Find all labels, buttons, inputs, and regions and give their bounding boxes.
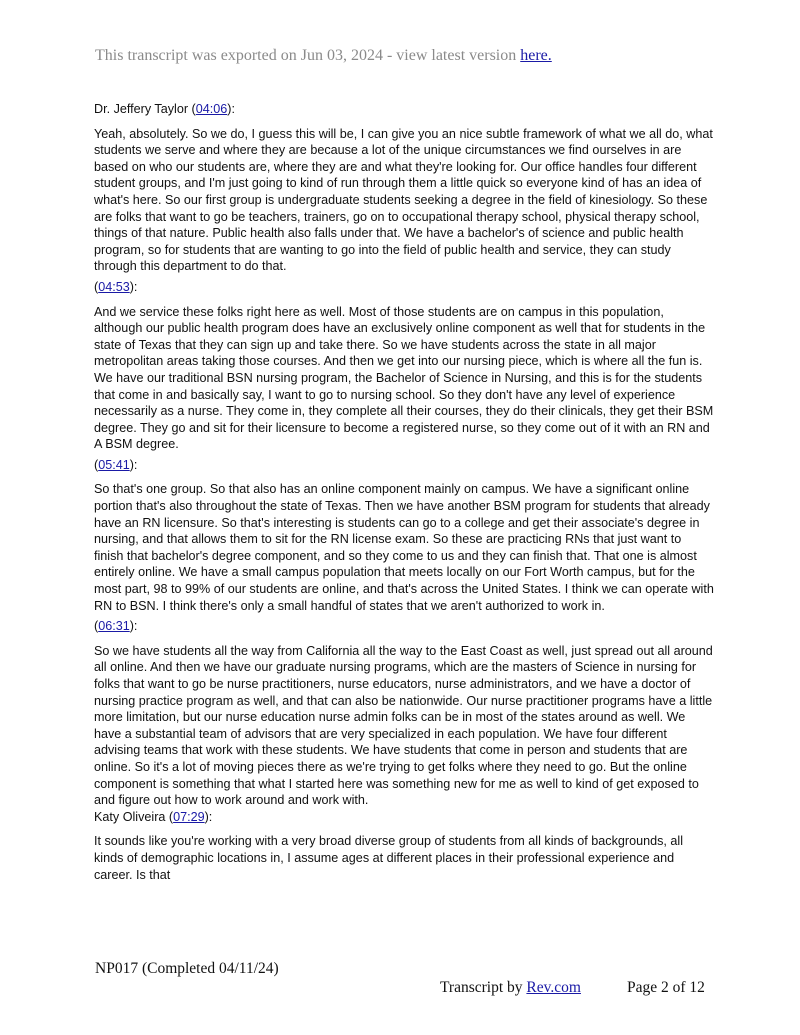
- speaker-line: (04:53):: [94, 279, 138, 294]
- timestamp-link[interactable]: 07:29: [173, 809, 205, 824]
- speaker-line: (05:41):: [94, 457, 138, 472]
- timestamp-link[interactable]: 04:53: [98, 279, 130, 294]
- speaker-line: Katy Oliveira (07:29):: [94, 809, 213, 824]
- rev-link[interactable]: Rev.com: [526, 979, 581, 996]
- speaker-line: Dr. Jeffery Taylor (04:06):: [94, 102, 235, 116]
- transcript-body: [94, 101, 714, 887]
- export-note: [95, 47, 552, 65]
- transcript-paragraph: So that's one group. So that also has an online component mainly on campus. We have a significant online portion that's also throughout the state of Texas. Then we have another BSM program for students that already have an RN licensure. So that's interesting is students can go to a college and get their associate's degree in nursing, and that allows them to sit for the RN license exam. So these are practicing RNs that just want to finish that bachelor's degree component, and so they come to us and they can finish that. That one is almost entirely online. We have a small campus population that meets locally on our Fort Worth campus, but for the most part, 98 to 99% of our students are online, and that's across the United States. I think we can operate with RN to BSN. I think there's only a small handful of states that we aren't authorized to work in.: [94, 482, 714, 613]
- document-id: NP017 (Completed 04/11/24): [95, 960, 279, 977]
- timestamp-link[interactable]: 04:06: [195, 102, 228, 116]
- transcript-paragraph: It sounds like you're working with a very broad diverse group of students from all kinds of backgrounds, all kinds of demographic locations in, I assume ages at different places in their professional experience and career. Is that: [94, 834, 684, 882]
- speaker-name: Katy Oliveira: [94, 809, 166, 824]
- latest-version-link[interactable]: here.: [520, 47, 552, 64]
- transcript-paragraph: So we have students all the way from California all the way to the East Coast as well, just spread out all around all online. And then we have our graduate nursing programs, which are the masters of Science in nursing for folks that want to go be nurse practitioners, nurse educators, nurse administrators, and we have a doctor of nursing practice program as well, and that can also be nationwide. Our nurse practitioner programs have a little more limitation, but our nurse education nurse admin folks can be in most of the states around as well. We have a substantial team of advisors that are very specialized in each population. We have four different advising teams that work with these students. We have students that come in person and students that are online. So it's a lot of moving pieces there as we're trying to get folks where they need to go. But the online component is something that what I started here was something new for me as well to kind of get exposed to and figure out how to work around and work with.: [94, 643, 713, 808]
- transcript-paragraph: And we service these folks right here as well. Most of those students are on campus in this population, although our public health program does have an exclusively online component as well that for students in the state of Texas that they can sign up and take there. So we have students across the state in all major metropolitan areas taking those courses. And then we get into our nursing piece, which is where all the fun is. We have our traditional BSN nursing program, the Bachelor of Science in Nursing, and this is for the students that come in and basically say, I want to go to nursing school. So they don't have any level of experience necessarily as a nurse. They come in, they complete all their courses, they do their clinicals, they get their BSM degree. They go and sit for their licensure to become a registered nurse, so they come out of it with an RN and A BSM degree.: [94, 304, 714, 452]
- timestamp-link[interactable]: 06:31: [98, 619, 130, 634]
- transcript-by-label: Transcript by: [440, 979, 527, 996]
- export-note-text: This transcript was exported on Jun 03, 2024 - view latest version: [95, 47, 521, 64]
- page-number: Page 2 of 12: [627, 979, 705, 996]
- speaker-name: Dr. Jeffery Taylor: [94, 102, 189, 116]
- transcript-paragraph: Yeah, absolutely. So we do, I guess this will be, I can give you an nice subtle framework of what we all do, what students we serve and where they are because a lot of the unique circumstances we find ourselves in are based on who our students are, where they are and what they're looking for. Our office handles four different student groups, and I'm just going to kind of run through them a little quick so everyone kind of has an idea of what's here. So our first group is undergraduate students seeking a degree in the field of kinesiology. So these are folks that want to go be teachers, trainers, go on to occupational therapy school, physical therapy school, things of that nature. Public health also falls under that. We have a bachelor's of science and public health program, so for students that are wanting to go into the field of public health and service, they can study through this department to do that.: [94, 126, 713, 274]
- transcript-credit: [440, 979, 581, 997]
- speaker-line: (06:31):: [94, 619, 138, 634]
- timestamp-link[interactable]: 05:41: [98, 457, 130, 472]
